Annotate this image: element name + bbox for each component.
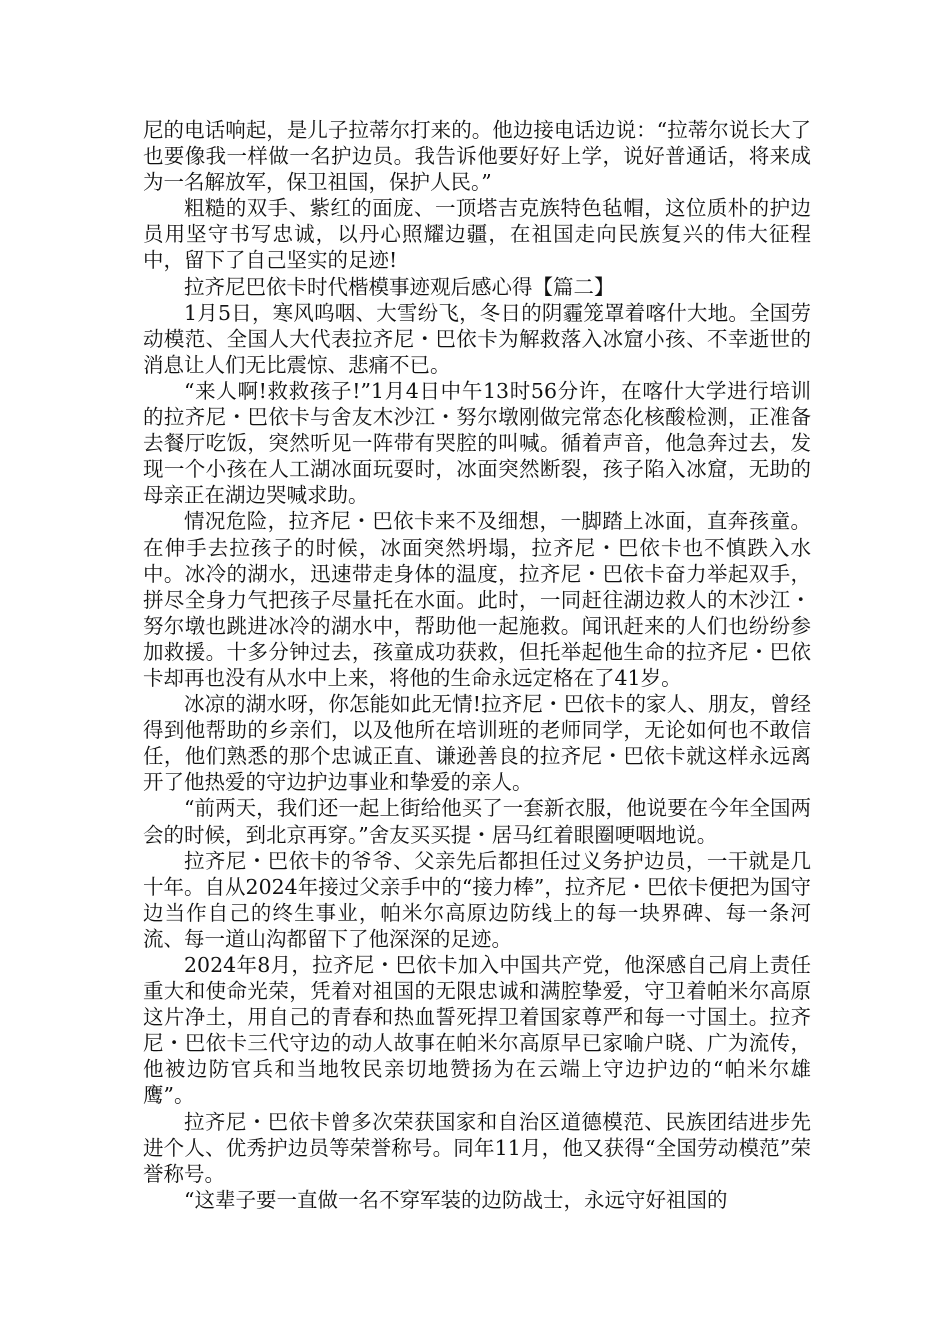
paragraph-2: 粗糙的双手、紫红的面庞、一顶塔吉克族特色毡帽，这位质朴的护边员用坚守书写忠诚，以丹心照耀边疆，在祖国走向民族复兴的伟大征程中，留下了自己坚实的足迹! (143, 196, 811, 273)
paragraph-10: 拉齐尼・巴依卡曾多次荣获国家和自治区道德模范、民族团结进步先进个人、优秀护边员等荣誉称号。同年11月，他又获得“全国劳动模范”荣誉称号。 (143, 1109, 811, 1186)
paragraph-8: 拉齐尼・巴依卡的爷爷、父亲先后都担任过义务护边员，一干就是几十年。自从2024年接过父亲手中的“接力棒”，拉齐尼・巴依卡便把为国守边当作自己的终生事业，帕米尔高原边防线上的每一块界碑、每一条河流、每一道山沟都留下了他深深的足迹。 (143, 848, 811, 951)
paragraph-6: 冰凉的湖水呀，你怎能如此无情!拉齐尼・巴依卡的家人、朋友，曾经得到他帮助的乡亲们，以及他所在培训班的老师同学，无论如何也不敢信任，他们熟悉的那个忠诚正直、谦逊善良的拉齐尼・巴依卡就这样永远离开了他热爱的守边护边事业和挚爱的亲人。 (143, 692, 811, 795)
paragraph-11: “这辈子要一直做一名不穿军装的边防战士，永远守好祖国的 (184, 1187, 728, 1212)
section-heading: 拉齐尼巴依卡时代楷模事迹观后感心得【篇二】 (184, 274, 615, 299)
paragraph-9: 2024年8月，拉齐尼・巴依卡加入中国共产党，他深感自己肩上责任重大和使命光荣，凭着对祖国的无限忠诚和满腔挚爱，守卫着帕米尔高原这片净土，用自己的青春和热血誓死捍卫着国家尊严和每一寸国土。拉齐尼・巴依卡三代守边的动人故事在帕米尔高原早已家喻户晓、广为流传，他被边防官兵和当地牧民亲切地赞扬为在云端上守边护边的“帕米尔雄鹰”。 (143, 953, 811, 1108)
document-body (143, 117, 811, 1213)
paragraph-3: 1月5日，寒风呜咽、大雪纷飞，冬日的阴霾笼罩着喀什大地。全国劳动模范、全国人大代表拉齐尼・巴依卡为解救落入冰窟小孩、不幸逝世的消息让人们无比震惊、悲痛不已。 (143, 300, 811, 377)
paragraph-1: 尼的电话响起，是儿子拉蒂尔打来的。他边接电话边说：“拉蒂尔说长大了也要像我一样做一名护边员。我告诉他要好好上学，说好普通话，将来成为一名解放军，保卫祖国，保护人民。” (143, 118, 811, 195)
paragraph-7: “前两天，我们还一起上街给他买了一套新衣服，他说要在今年全国两会的时候，到北京再穿。”舍友买买提・居马红着眼圈哽咽地说。 (143, 796, 811, 847)
paragraph-4: “来人啊!救救孩子!”1月4日中午13时56分许，在喀什大学进行培训的拉齐尼・巴依卡与舍友木沙江・努尔墩刚做完常态化核酸检测，正准备去餐厅吃饭，突然听见一阵带有哭腔的叫喊。循着声音，他急奔过去，发现一个小孩在人工湖冰面玩耍时，冰面突然断裂，孩子陷入冰窟，无助的母亲正在湖边哭喊求助。 (143, 378, 811, 508)
paragraph-5: 情况危险，拉齐尼・巴依卡来不及细想，一脚踏上冰面，直奔孩童。在伸手去拉孩子的时候，冰面突然坍塌，拉齐尼・巴依卡也不慎跌入水中。冰冷的湖水，迅速带走身体的温度，拉齐尼・巴依卡奋力举起双手，拼尽全身力气把孩子尽量托在水面。此时，一同赶往湖边救人的木沙江・努尔墩也跳进冰冷的湖水中，帮助他一起施救。闻讯赶来的人们也纷纷参加救援。十多分钟过去，孩童成功获救，但托举起他生命的拉齐尼・巴依卡却再也没有从水中上来，将他的生命永远定格在了41岁。 (143, 509, 811, 690)
